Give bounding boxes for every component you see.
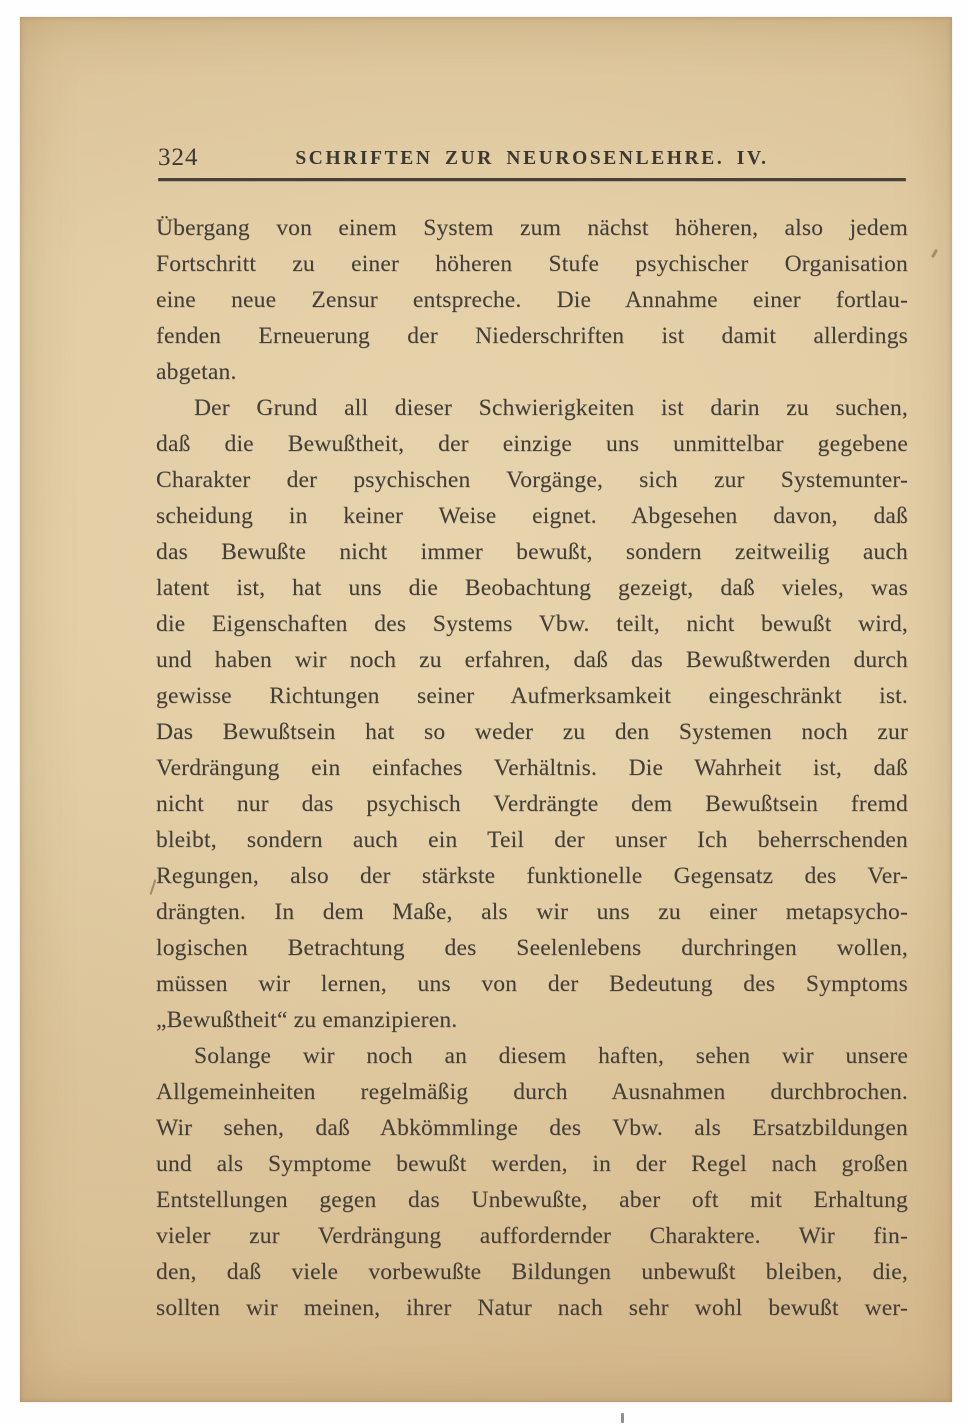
- text-line: daß die Bewußtheit, der einzige uns unmittelbar gegebene: [156, 431, 908, 457]
- text-line: Verdrängung ein einfaches Verhältnis. Die Wahrheit ist, daß: [156, 755, 908, 781]
- text-line: das Bewußte nicht immer bewußt, sondern zeitweilig auch: [156, 539, 908, 565]
- paragraph: [156, 390, 908, 1038]
- text-line: fenden Erneuerung der Niederschriften ist damit allerdings: [156, 323, 908, 349]
- page-body: [156, 210, 908, 1326]
- scan-artifact: [931, 249, 938, 258]
- text-line: drängten. In dem Maße, als wir uns zu einer metapsycho-: [156, 899, 908, 925]
- text-line: Der Grund all dieser Schwierigkeiten ist darin zu suchen,: [194, 395, 908, 421]
- paper-sheet: [20, 17, 952, 1402]
- page-header: [156, 143, 908, 173]
- header-rule: [158, 178, 906, 181]
- text-line: Regungen, also der stärkste funktionelle Gegensatz des Ver-: [156, 863, 908, 889]
- text-line: Übergang von einem System zum nächst höheren, also jedem: [156, 215, 908, 241]
- text-line: Das Bewußtsein hat so weder zu den Systemen noch zur: [156, 719, 908, 745]
- text-line: Solange wir noch an diesem haften, sehen wir unsere: [194, 1043, 908, 1069]
- text-line: und als Symptome bewußt werden, in der Regel nach großen: [156, 1151, 908, 1177]
- text-line: Fortschritt zu einer höheren Stufe psychischer Organisation: [156, 251, 908, 277]
- running-title: SCHRIFTEN ZUR NEUROSENLEHRE. IV.: [295, 148, 769, 169]
- paragraph: [156, 1038, 908, 1326]
- text-line: nicht nur das psychisch Verdrängte dem Bewußtsein fremd: [156, 791, 908, 817]
- text-line: abgetan.: [156, 359, 237, 385]
- text-line: sollten wir meinen, ihrer Natur nach sehr wohl bewußt wer-: [156, 1295, 908, 1321]
- scan-artifact: [621, 1413, 624, 1423]
- text-line: Wir sehen, daß Abkömmlinge des Vbw. als Ersatzbildungen: [156, 1115, 908, 1141]
- text-line: bleibt, sondern auch ein Teil der unser Ich beherrschenden: [156, 827, 908, 853]
- text-line: die Eigenschaften des Systems Vbw. teilt, nicht bewußt wird,: [156, 611, 908, 637]
- text-line: scheidung in keiner Weise eignet. Abgesehen davon, daß: [156, 503, 908, 529]
- text-line: logischen Betrachtung des Seelenlebens durchringen wollen,: [156, 935, 908, 961]
- text-line: und haben wir noch zu erfahren, daß das Bewußtwerden durch: [156, 647, 908, 673]
- text-line: eine neue Zensur entspreche. Die Annahme einer fortlau-: [156, 287, 908, 313]
- text-line: den, daß viele vorbewußte Bildungen unbewußt bleiben, die,: [156, 1259, 908, 1285]
- text-line: latent ist, hat uns die Beobachtung gezeigt, daß vieles, was: [156, 575, 908, 601]
- text-line: müssen wir lernen, uns von der Bedeutung des Symptoms: [156, 971, 908, 997]
- paragraph: [156, 210, 908, 390]
- text-line: Entstellungen gegen das Unbewußte, aber oft mit Erhaltung: [156, 1187, 908, 1213]
- page-number: 324: [158, 144, 199, 171]
- text-line: gewisse Richtungen seiner Aufmerksamkeit eingeschränkt ist.: [156, 683, 908, 709]
- text-line: „Bewußtheit“ zu emanzipieren.: [156, 1007, 458, 1033]
- text-line: Charakter der psychischen Vorgänge, sich zur Systemunter-: [156, 467, 908, 493]
- text-line: vieler zur Verdrängung auffordernder Charaktere. Wir fin-: [156, 1223, 908, 1249]
- text-line: Allgemeinheiten regelmäßig durch Ausnahmen durchbrochen.: [156, 1079, 908, 1105]
